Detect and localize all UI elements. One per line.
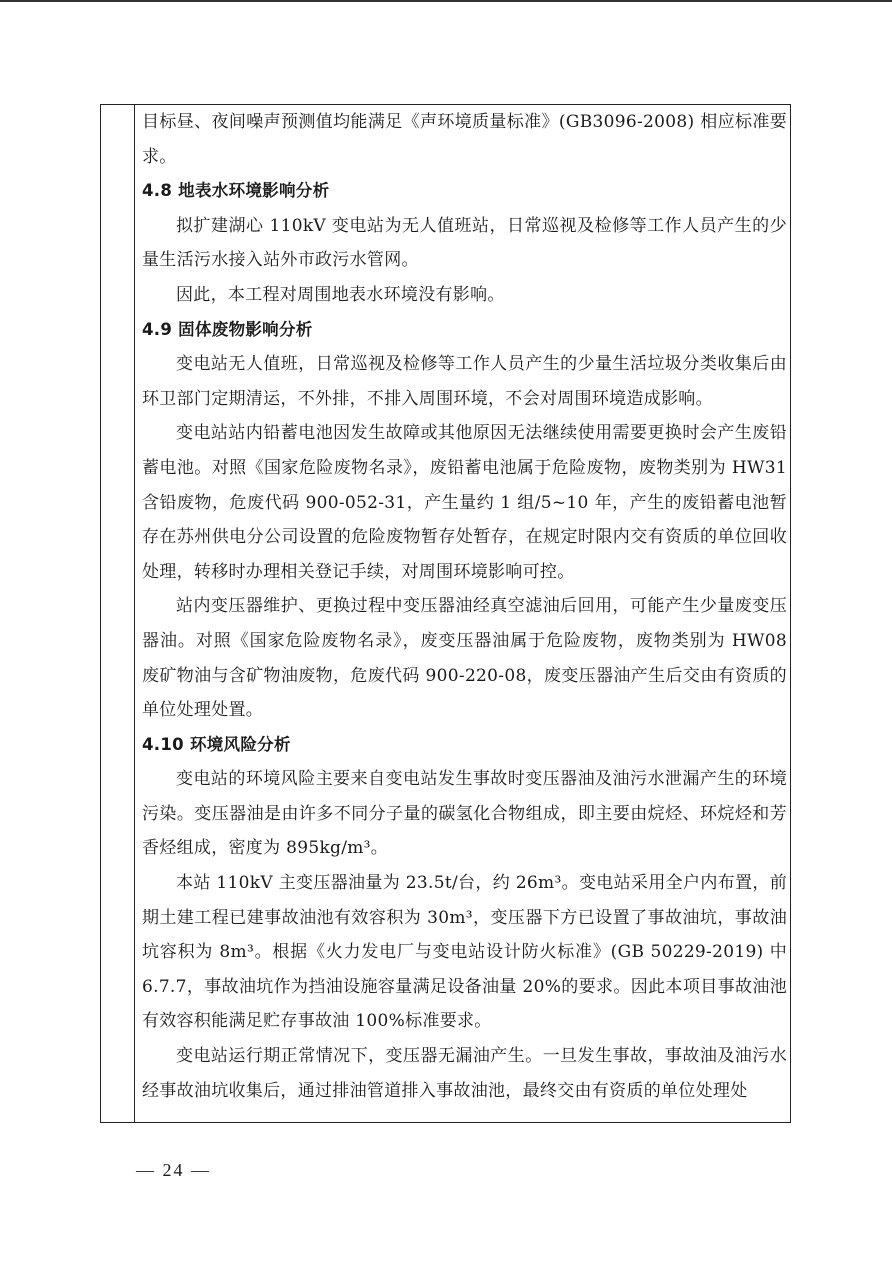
section-heading-4-9: 4.9 固体废物影响分析 bbox=[142, 319, 313, 339]
paragraph: 变电站的环境风险主要来自变电站发生事故时变压器油及油污水泄漏产生的环境污染。变压器油是由许多不同分子量的碳氢化合物组成，即主要由烷烃、环烷烃和芳香烃组成，密度为 895kg/m³。 bbox=[142, 769, 787, 859]
top-rule bbox=[0, 0, 892, 2]
paragraph: 变电站站内铅蓄电池因发生故障或其他原因无法继续使用需要更换时会产生废铅蓄电池。对照《国家危险废物名录》，废铅蓄电池属于危险废物，废物类别为 HW31 含铅废物，危废代码 900-052-31，产生量约 1 组/5~10 年，产生的废铅蓄电池暂存在苏州供电分公司设置的危险废物暂存处暂存，在规定时限内交有资质的单位回收处理，转移时办理相关登记手续，对周围环境影响可控。 bbox=[142, 423, 787, 582]
section-heading-4-8: 4.8 地表水环境影响分析 bbox=[142, 181, 330, 201]
paragraph-continuation: 目标昼、夜间噪声预测值均能满足《声环境质量标准》(GB3096-2008) 相应标准要求。 bbox=[142, 112, 787, 167]
page-number: — 24 — bbox=[136, 1160, 211, 1180]
table-frame bbox=[100, 104, 791, 1123]
paragraph: 变电站运行期正常情况下，变压器无漏油产生。一旦发生事故，事故油及油污水经事故油坑收集后，通过排油管道排入事故油池，最终交由有资质的单位处理处 bbox=[142, 1046, 787, 1101]
paragraph: 站内变压器维护、更换过程中变压器油经真空滤油后回用，可能产生少量废变压器油。对照《国家危险废物名录》，废变压器油属于危险废物，废物类别为 HW08 废矿物油与含矿物油废物，危废代码 900-220-08，废变压器油产生后交由有资质的单位处理处置。 bbox=[142, 596, 787, 721]
section-heading-4-10: 4.10 环境风险分析 bbox=[142, 734, 291, 754]
document-body bbox=[142, 105, 787, 1108]
paragraph: 变电站无人值班，日常巡视及检修等工作人员产生的少量生活垃圾分类收集后由环卫部门定期清运，不外排，不排入周围环境，不会对周围环境造成影响。 bbox=[142, 354, 787, 409]
paragraph: 拟扩建湖心 110kV 变电站为无人值班站，日常巡视及检修等工作人员产生的少量生活污水接入站外市政污水管网。 bbox=[142, 215, 787, 271]
paragraph: 本站 110kV 主变压器油量为 23.5t/台，约 26m³。变电站采用全户内布置，前期土建工程已建事故油池有效容积为 30m³，变压器下方已设置了事故油坑，事故油坑容积为 8m³。根据《火力发电厂与变电站设计防火标准》(GB 50229-2019) 中 6.7.7，事故油坑作为挡油设施容量满足设备油量 20%的要求。因此本项目事故油池有效容积能满足贮存事故油 100%标准要求。 bbox=[142, 873, 787, 1032]
paragraph: 因此，本工程对周围地表水环境没有影响。 bbox=[176, 284, 505, 305]
left-column bbox=[101, 105, 135, 1122]
